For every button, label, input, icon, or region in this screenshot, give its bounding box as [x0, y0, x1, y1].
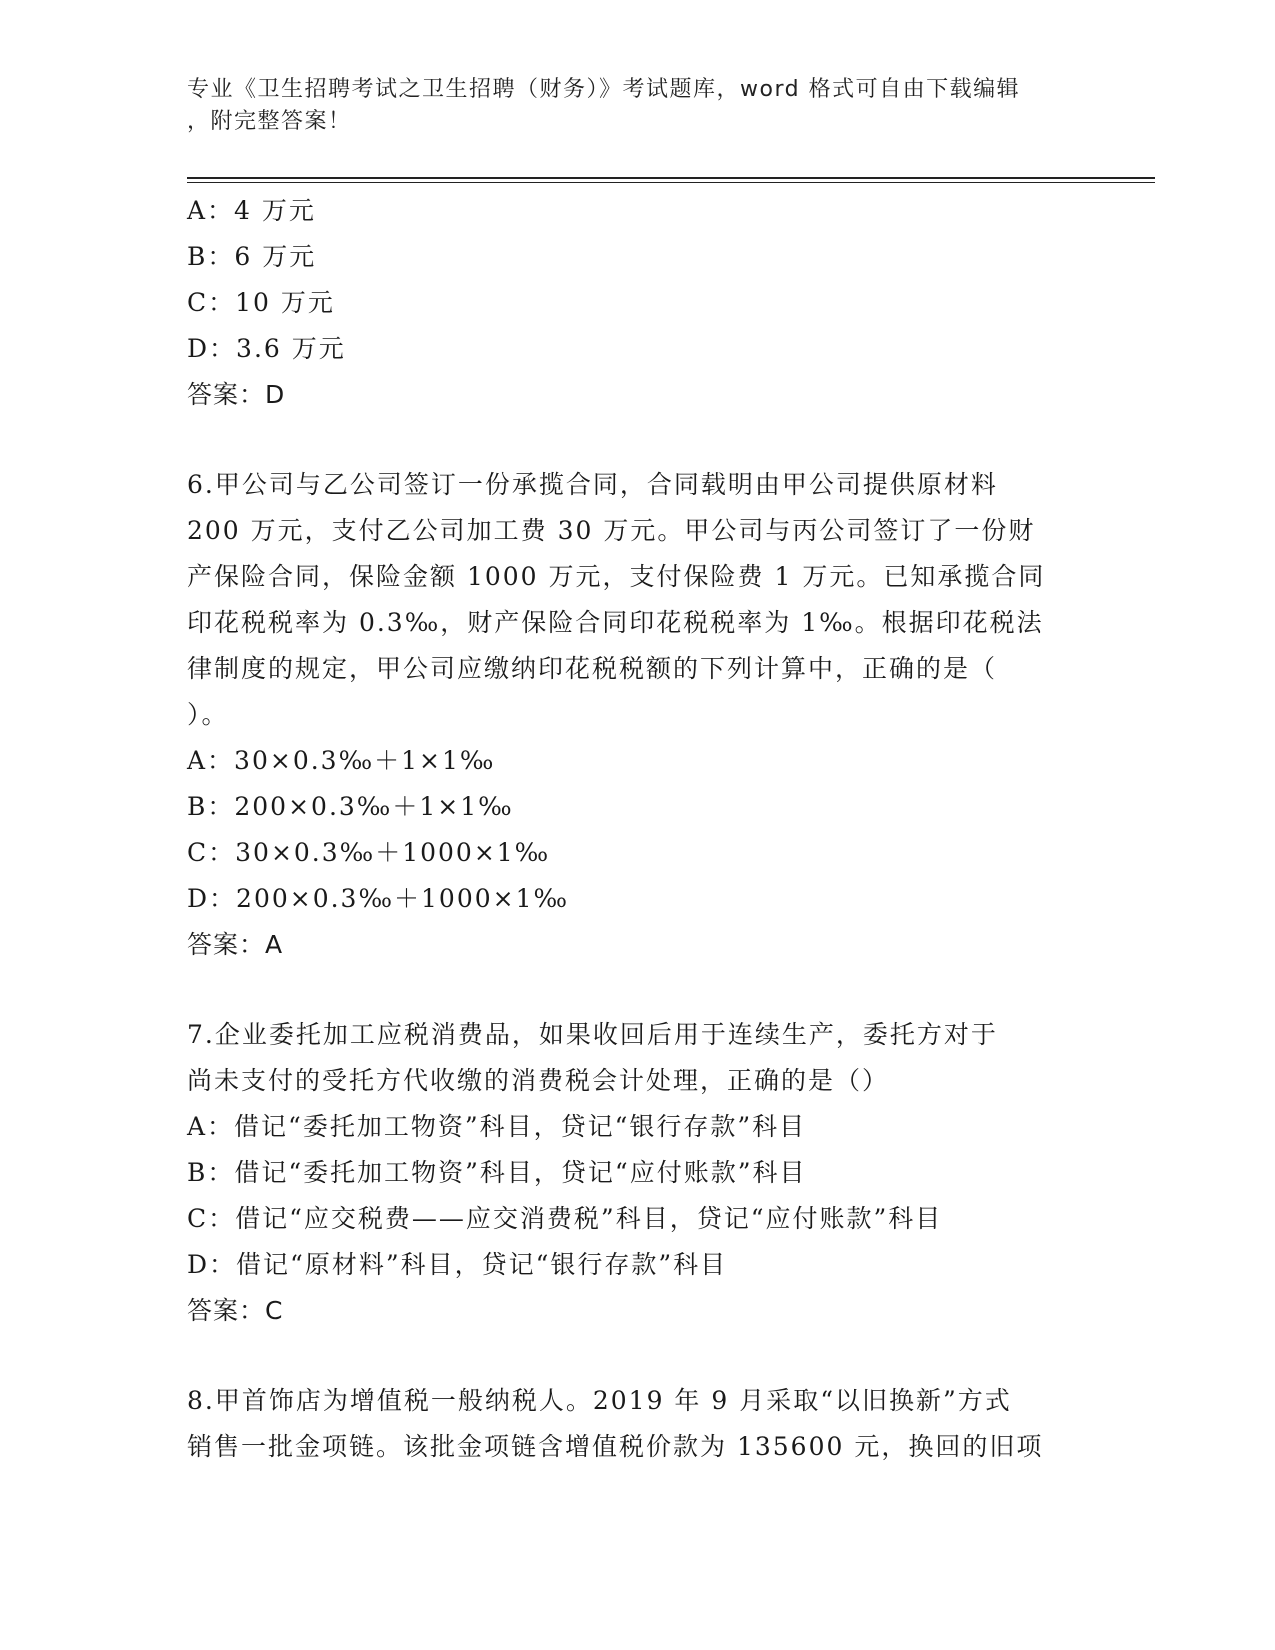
q7-stem-line-2: 尚未支付的受托方代收缴的消费税会计处理，正确的是（） [187, 1066, 890, 1095]
header-line-2: ，附完整答案！ [187, 109, 352, 134]
header-line-1: 专业《卫生招聘考试之卫生招聘（财务）》考试题库，word 格式可自由下载编辑 [187, 77, 1021, 102]
q5-option-b: B：6 万元 [187, 242, 317, 271]
q6-stem-line-3: 产保险合同，保险金额 1000 万元，支付保险费 1 万元。已知承揽合同 [187, 562, 1046, 591]
header-rule-thin [187, 182, 1155, 183]
question-6-block [187, 462, 1087, 968]
q6-option-a: A：30×0.3‰＋1×1‰ [187, 746, 496, 775]
q5-option-a: A：4 万元 [187, 196, 316, 225]
q5-option-d: D：3.6 万元 [187, 334, 346, 363]
q7-option-a: A：借记“委托加工物资”科目，贷记“银行存款”科目 [187, 1112, 807, 1141]
question-8-block [187, 1378, 1087, 1470]
q8-stem-line-2: 销售一批金项链。该批金项链含增值税价款为 135600 元，换回的旧项 [187, 1432, 1044, 1461]
q5-answer: 答案：D [187, 380, 286, 409]
q7-answer: 答案：C [187, 1296, 284, 1325]
q6-stem-line-1: 6.甲公司与乙公司签订一份承揽合同，合同载明由甲公司提供原材料 [187, 470, 998, 499]
question-7-block [187, 1012, 1087, 1334]
spacer [187, 1334, 1087, 1378]
q6-option-c: C：30×0.3‰＋1000×1‰ [187, 838, 551, 867]
q7-option-d: D：借记“原材料”科目，贷记“银行存款”科目 [187, 1250, 728, 1279]
q6-stem-line-6: ）。 [187, 700, 229, 729]
q6-stem-line-2: 200 万元，支付乙公司加工费 30 万元。甲公司与丙公司签订了一份财 [187, 516, 1036, 545]
question-5-block [187, 188, 1087, 418]
spacer [187, 968, 1087, 1012]
document-body [187, 188, 1087, 1470]
q7-stem-line-1: 7.企业委托加工应税消费品，如果收回后用于连续生产，委托方对于 [187, 1020, 998, 1049]
q6-stem-line-5: 律制度的规定，甲公司应缴纳印花税税额的下列计算中，正确的是（ [187, 654, 998, 683]
q6-answer: 答案：A [187, 930, 284, 959]
q6-option-b: B：200×0.3‰＋1×1‰ [187, 792, 514, 821]
q6-option-d: D：200×0.3‰＋1000×1‰ [187, 884, 570, 913]
document-header [187, 74, 1067, 138]
q8-stem-line-1: 8.甲首饰店为增值税一般纳税人。2019 年 9 月采取“以旧换新”方式 [187, 1386, 1012, 1415]
header-rule-thick [187, 177, 1155, 179]
q6-stem-line-4: 印花税税率为 0.3‰，财产保险合同印花税税率为 1‰。根据印花税法 [187, 608, 1044, 637]
q7-option-b: B：借记“委托加工物资”科目，贷记“应付账款”科目 [187, 1158, 807, 1187]
q7-option-c: C：借记“应交税费——应交消费税”科目，贷记“应付账款”科目 [187, 1204, 943, 1233]
q5-option-c: C：10 万元 [187, 288, 335, 317]
spacer [187, 418, 1087, 462]
